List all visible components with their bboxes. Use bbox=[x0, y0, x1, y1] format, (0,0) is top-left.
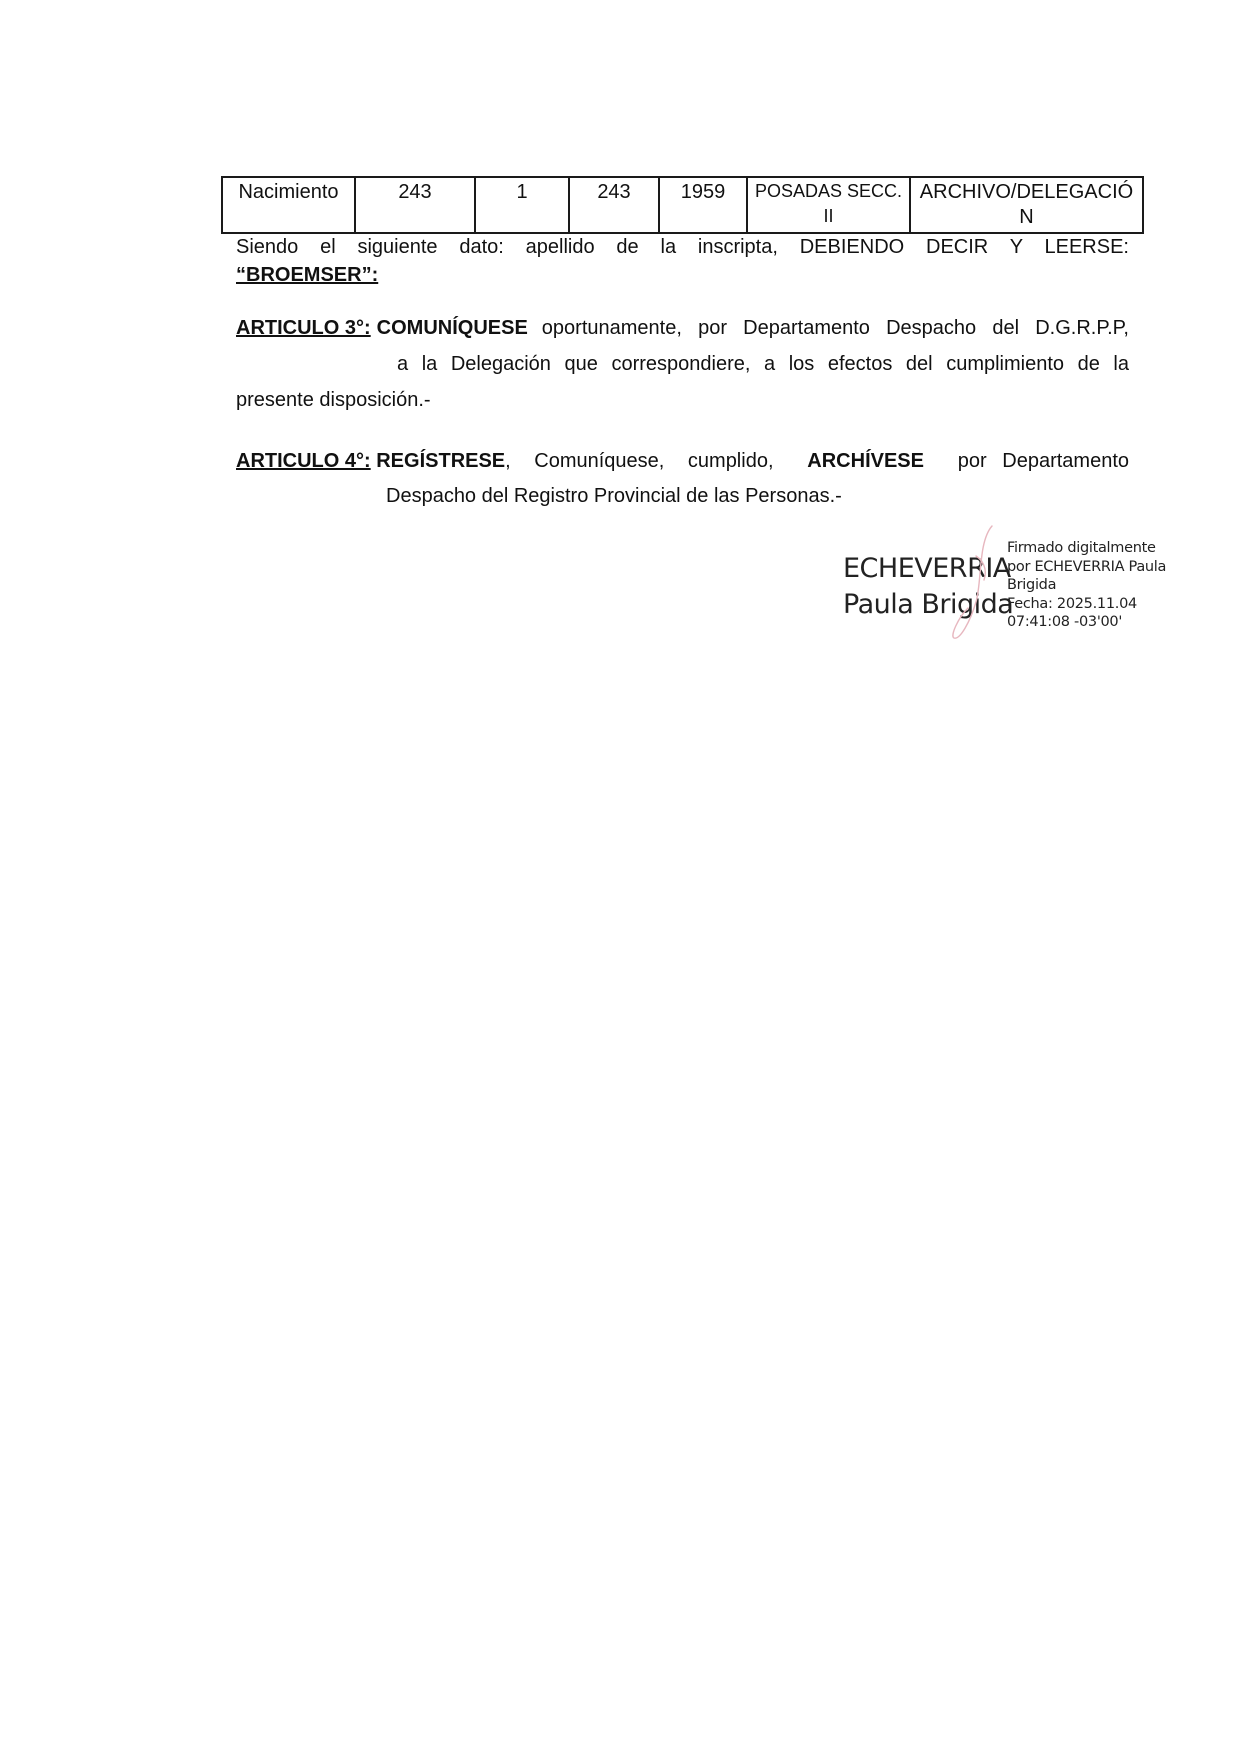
article-3-verb: COMUNÍQUESE bbox=[376, 317, 528, 339]
registry-table bbox=[221, 176, 1144, 234]
signature-info-line: por ECHEVERRIA Paula bbox=[1007, 558, 1167, 575]
article-4-line2: Despacho del Registro Provincial de las Personas.- bbox=[386, 485, 842, 507]
siendo-line: Siendo el siguiente dato: apellido de la inscripta, DEBIENDO DECIR Y LEERSE: bbox=[236, 236, 1129, 258]
signature-name-line2: Paula Brigida bbox=[843, 589, 1014, 620]
table-cell-tomo: 1 bbox=[475, 177, 569, 233]
signature-info-line: Firmado digitalmente bbox=[1007, 540, 1156, 556]
table-cell-acta: 243 bbox=[355, 177, 475, 233]
signature-info-line: 07:41:08 -03'00' bbox=[1007, 614, 1123, 630]
article-3-line1-text: oportunamente, por Departamento Despacho del D.G.R.P.P, bbox=[541, 317, 1129, 339]
surname-value: “BROEMSER”: bbox=[236, 264, 379, 286]
article-4-verb-archive: ARCHÍVESE bbox=[807, 450, 924, 472]
article-4-rest-text: por Departamento bbox=[957, 450, 1129, 472]
article-3-first-line bbox=[236, 315, 1129, 341]
article-4-verb-register: REGÍSTRESE bbox=[376, 450, 506, 472]
table-row bbox=[222, 177, 1143, 233]
table-cell-type: Nacimiento bbox=[222, 177, 355, 233]
article-3-line2: a la Delegación que correspondiere, a los efectos del cumplimiento de la bbox=[397, 353, 1129, 375]
signature-flourish-icon bbox=[948, 522, 1008, 642]
article-4-first-line bbox=[236, 448, 1129, 474]
table-cell-folio: 243 bbox=[569, 177, 659, 233]
table-cell-year: 1959 bbox=[659, 177, 747, 233]
signature-name-line1: ECHEVERRIA bbox=[843, 553, 1011, 584]
article-3-label: ARTICULO 3°: bbox=[236, 317, 371, 339]
signature-info bbox=[1007, 539, 1177, 632]
article-4-label: ARTICULO 4°: bbox=[236, 450, 371, 472]
signature-info-line: Brigida bbox=[1007, 577, 1057, 593]
signature-info-line: Fecha: 2025.11.04 bbox=[1007, 595, 1137, 612]
article-4-mid-text: , Comuníquese, cumplido, bbox=[505, 450, 774, 472]
table-cell-office: POSADAS SECC. II bbox=[747, 177, 910, 233]
table-cell-location: ARCHIVO/DELEGACIÓN bbox=[910, 177, 1143, 233]
article-3-line3: presente disposición.- bbox=[236, 389, 431, 411]
